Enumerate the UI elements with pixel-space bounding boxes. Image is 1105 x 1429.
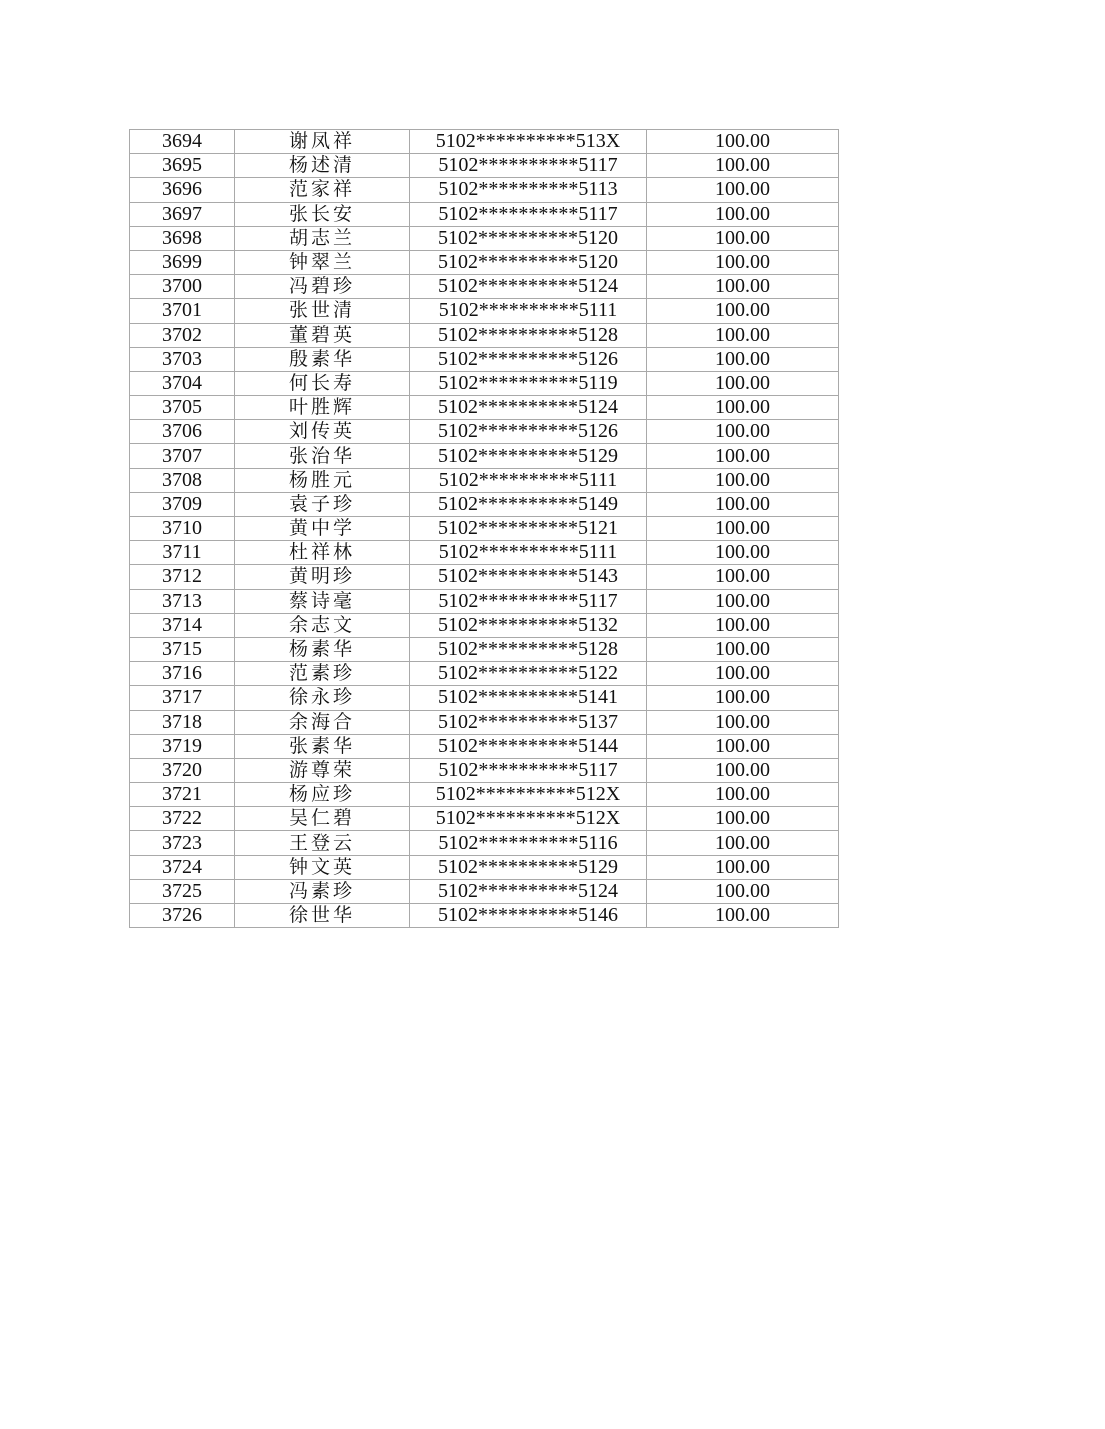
row-index-cell: 3726: [130, 904, 235, 928]
person-name-cell: 谢凤祥: [235, 130, 410, 154]
amount-cell: 100.00: [647, 202, 839, 226]
table-row: [130, 758, 839, 782]
person-name-cell: 袁子珍: [235, 492, 410, 516]
table-row: [130, 492, 839, 516]
amount-cell: 100.00: [647, 637, 839, 661]
row-index-cell: 3707: [130, 444, 235, 468]
id-number-cell: 5102**********513X: [410, 130, 647, 154]
id-number-cell: 5102**********5120: [410, 226, 647, 250]
person-name-cell: 黄明珍: [235, 565, 410, 589]
id-number-cell: 5102**********5124: [410, 879, 647, 903]
table-row: [130, 855, 839, 879]
amount-cell: 100.00: [647, 130, 839, 154]
row-index-cell: 3706: [130, 420, 235, 444]
amount-cell: 100.00: [647, 758, 839, 782]
id-number-cell: 5102**********5129: [410, 444, 647, 468]
row-index-cell: 3710: [130, 517, 235, 541]
person-name-cell: 范素珍: [235, 662, 410, 686]
person-name-cell: 余海合: [235, 710, 410, 734]
person-name-cell: 杨素华: [235, 637, 410, 661]
table-row: [130, 517, 839, 541]
id-number-cell: 5102**********5124: [410, 396, 647, 420]
row-index-cell: 3711: [130, 541, 235, 565]
table-row: [130, 250, 839, 274]
row-index-cell: 3698: [130, 226, 235, 250]
amount-cell: 100.00: [647, 662, 839, 686]
id-number-cell: 5102**********5122: [410, 662, 647, 686]
id-number-cell: 5102**********5146: [410, 904, 647, 928]
amount-cell: 100.00: [647, 347, 839, 371]
id-number-cell: 5102**********5117: [410, 589, 647, 613]
amount-cell: 100.00: [647, 734, 839, 758]
row-index-cell: 3701: [130, 299, 235, 323]
person-name-cell: 刘传英: [235, 420, 410, 444]
table-row: [130, 299, 839, 323]
row-index-cell: 3712: [130, 565, 235, 589]
id-number-cell: 5102**********5120: [410, 250, 647, 274]
id-number-cell: 5102**********5126: [410, 347, 647, 371]
person-name-cell: 张治华: [235, 444, 410, 468]
id-number-cell: 5102**********5129: [410, 855, 647, 879]
amount-cell: 100.00: [647, 783, 839, 807]
row-index-cell: 3702: [130, 323, 235, 347]
row-index-cell: 3694: [130, 130, 235, 154]
table-row: [130, 734, 839, 758]
table-row: [130, 226, 839, 250]
row-index-cell: 3703: [130, 347, 235, 371]
id-number-cell: 5102**********5128: [410, 637, 647, 661]
table-row: [130, 613, 839, 637]
table-row: [130, 202, 839, 226]
id-number-cell: 5102**********5143: [410, 565, 647, 589]
person-name-cell: 殷素华: [235, 347, 410, 371]
amount-cell: 100.00: [647, 444, 839, 468]
row-index-cell: 3724: [130, 855, 235, 879]
person-name-cell: 杨应珍: [235, 783, 410, 807]
person-name-cell: 钟文英: [235, 855, 410, 879]
amount-cell: 100.00: [647, 250, 839, 274]
table-row: [130, 807, 839, 831]
table-row: [130, 323, 839, 347]
table-row: [130, 347, 839, 371]
amount-cell: 100.00: [647, 831, 839, 855]
roster-table: [129, 129, 839, 928]
id-number-cell: 5102**********5124: [410, 275, 647, 299]
amount-cell: 100.00: [647, 879, 839, 903]
person-name-cell: 王登云: [235, 831, 410, 855]
id-number-cell: 5102**********5111: [410, 468, 647, 492]
id-number-cell: 5102**********5117: [410, 154, 647, 178]
person-name-cell: 张素华: [235, 734, 410, 758]
table-row: [130, 710, 839, 734]
amount-cell: 100.00: [647, 904, 839, 928]
table-row: [130, 420, 839, 444]
roster-table-body: [130, 130, 839, 928]
id-number-cell: 5102**********5117: [410, 202, 647, 226]
row-index-cell: 3723: [130, 831, 235, 855]
id-number-cell: 5102**********5119: [410, 371, 647, 395]
amount-cell: 100.00: [647, 178, 839, 202]
row-index-cell: 3717: [130, 686, 235, 710]
row-index-cell: 3725: [130, 879, 235, 903]
id-number-cell: 5102**********5117: [410, 758, 647, 782]
table-row: [130, 637, 839, 661]
amount-cell: 100.00: [647, 371, 839, 395]
table-row: [130, 879, 839, 903]
person-name-cell: 杨胜元: [235, 468, 410, 492]
table-row: [130, 468, 839, 492]
amount-cell: 100.00: [647, 589, 839, 613]
amount-cell: 100.00: [647, 686, 839, 710]
amount-cell: 100.00: [647, 299, 839, 323]
row-index-cell: 3716: [130, 662, 235, 686]
row-index-cell: 3721: [130, 783, 235, 807]
amount-cell: 100.00: [647, 275, 839, 299]
id-number-cell: 5102**********5144: [410, 734, 647, 758]
amount-cell: 100.00: [647, 541, 839, 565]
row-index-cell: 3695: [130, 154, 235, 178]
table-row: [130, 831, 839, 855]
row-index-cell: 3708: [130, 468, 235, 492]
id-number-cell: 5102**********5128: [410, 323, 647, 347]
row-index-cell: 3700: [130, 275, 235, 299]
person-name-cell: 杜祥林: [235, 541, 410, 565]
amount-cell: 100.00: [647, 807, 839, 831]
row-index-cell: 3720: [130, 758, 235, 782]
table-row: [130, 371, 839, 395]
table-row: [130, 589, 839, 613]
table-row: [130, 686, 839, 710]
id-number-cell: 5102**********5111: [410, 541, 647, 565]
id-number-cell: 5102**********5137: [410, 710, 647, 734]
id-number-cell: 5102**********512X: [410, 783, 647, 807]
person-name-cell: 徐永珍: [235, 686, 410, 710]
person-name-cell: 冯碧珍: [235, 275, 410, 299]
person-name-cell: 游尊荣: [235, 758, 410, 782]
person-name-cell: 叶胜辉: [235, 396, 410, 420]
person-name-cell: 张长安: [235, 202, 410, 226]
row-index-cell: 3722: [130, 807, 235, 831]
amount-cell: 100.00: [647, 420, 839, 444]
person-name-cell: 钟翠兰: [235, 250, 410, 274]
id-number-cell: 5102**********5113: [410, 178, 647, 202]
table-row: [130, 154, 839, 178]
table-row: [130, 662, 839, 686]
person-name-cell: 黄中学: [235, 517, 410, 541]
row-index-cell: 3705: [130, 396, 235, 420]
amount-cell: 100.00: [647, 154, 839, 178]
table-row: [130, 130, 839, 154]
person-name-cell: 徐世华: [235, 904, 410, 928]
amount-cell: 100.00: [647, 613, 839, 637]
amount-cell: 100.00: [647, 323, 839, 347]
person-name-cell: 范家祥: [235, 178, 410, 202]
amount-cell: 100.00: [647, 468, 839, 492]
amount-cell: 100.00: [647, 396, 839, 420]
person-name-cell: 胡志兰: [235, 226, 410, 250]
row-index-cell: 3713: [130, 589, 235, 613]
table-row: [130, 396, 839, 420]
amount-cell: 100.00: [647, 517, 839, 541]
amount-cell: 100.00: [647, 565, 839, 589]
row-index-cell: 3699: [130, 250, 235, 274]
table-row: [130, 275, 839, 299]
id-number-cell: 5102**********5132: [410, 613, 647, 637]
person-name-cell: 杨述清: [235, 154, 410, 178]
id-number-cell: 5102**********5149: [410, 492, 647, 516]
table-row: [130, 178, 839, 202]
id-number-cell: 5102**********512X: [410, 807, 647, 831]
id-number-cell: 5102**********5116: [410, 831, 647, 855]
row-index-cell: 3719: [130, 734, 235, 758]
row-index-cell: 3718: [130, 710, 235, 734]
amount-cell: 100.00: [647, 226, 839, 250]
id-number-cell: 5102**********5121: [410, 517, 647, 541]
person-name-cell: 吴仁碧: [235, 807, 410, 831]
person-name-cell: 冯素珍: [235, 879, 410, 903]
row-index-cell: 3697: [130, 202, 235, 226]
table-row: [130, 541, 839, 565]
row-index-cell: 3714: [130, 613, 235, 637]
amount-cell: 100.00: [647, 855, 839, 879]
person-name-cell: 董碧英: [235, 323, 410, 347]
table-row: [130, 444, 839, 468]
row-index-cell: 3696: [130, 178, 235, 202]
person-name-cell: 何长寿: [235, 371, 410, 395]
person-name-cell: 张世清: [235, 299, 410, 323]
table-row: [130, 904, 839, 928]
amount-cell: 100.00: [647, 710, 839, 734]
table-row: [130, 565, 839, 589]
table-row: [130, 783, 839, 807]
id-number-cell: 5102**********5141: [410, 686, 647, 710]
row-index-cell: 3715: [130, 637, 235, 661]
person-name-cell: 余志文: [235, 613, 410, 637]
person-name-cell: 蔡诗毫: [235, 589, 410, 613]
id-number-cell: 5102**********5111: [410, 299, 647, 323]
row-index-cell: 3704: [130, 371, 235, 395]
id-number-cell: 5102**********5126: [410, 420, 647, 444]
amount-cell: 100.00: [647, 492, 839, 516]
row-index-cell: 3709: [130, 492, 235, 516]
